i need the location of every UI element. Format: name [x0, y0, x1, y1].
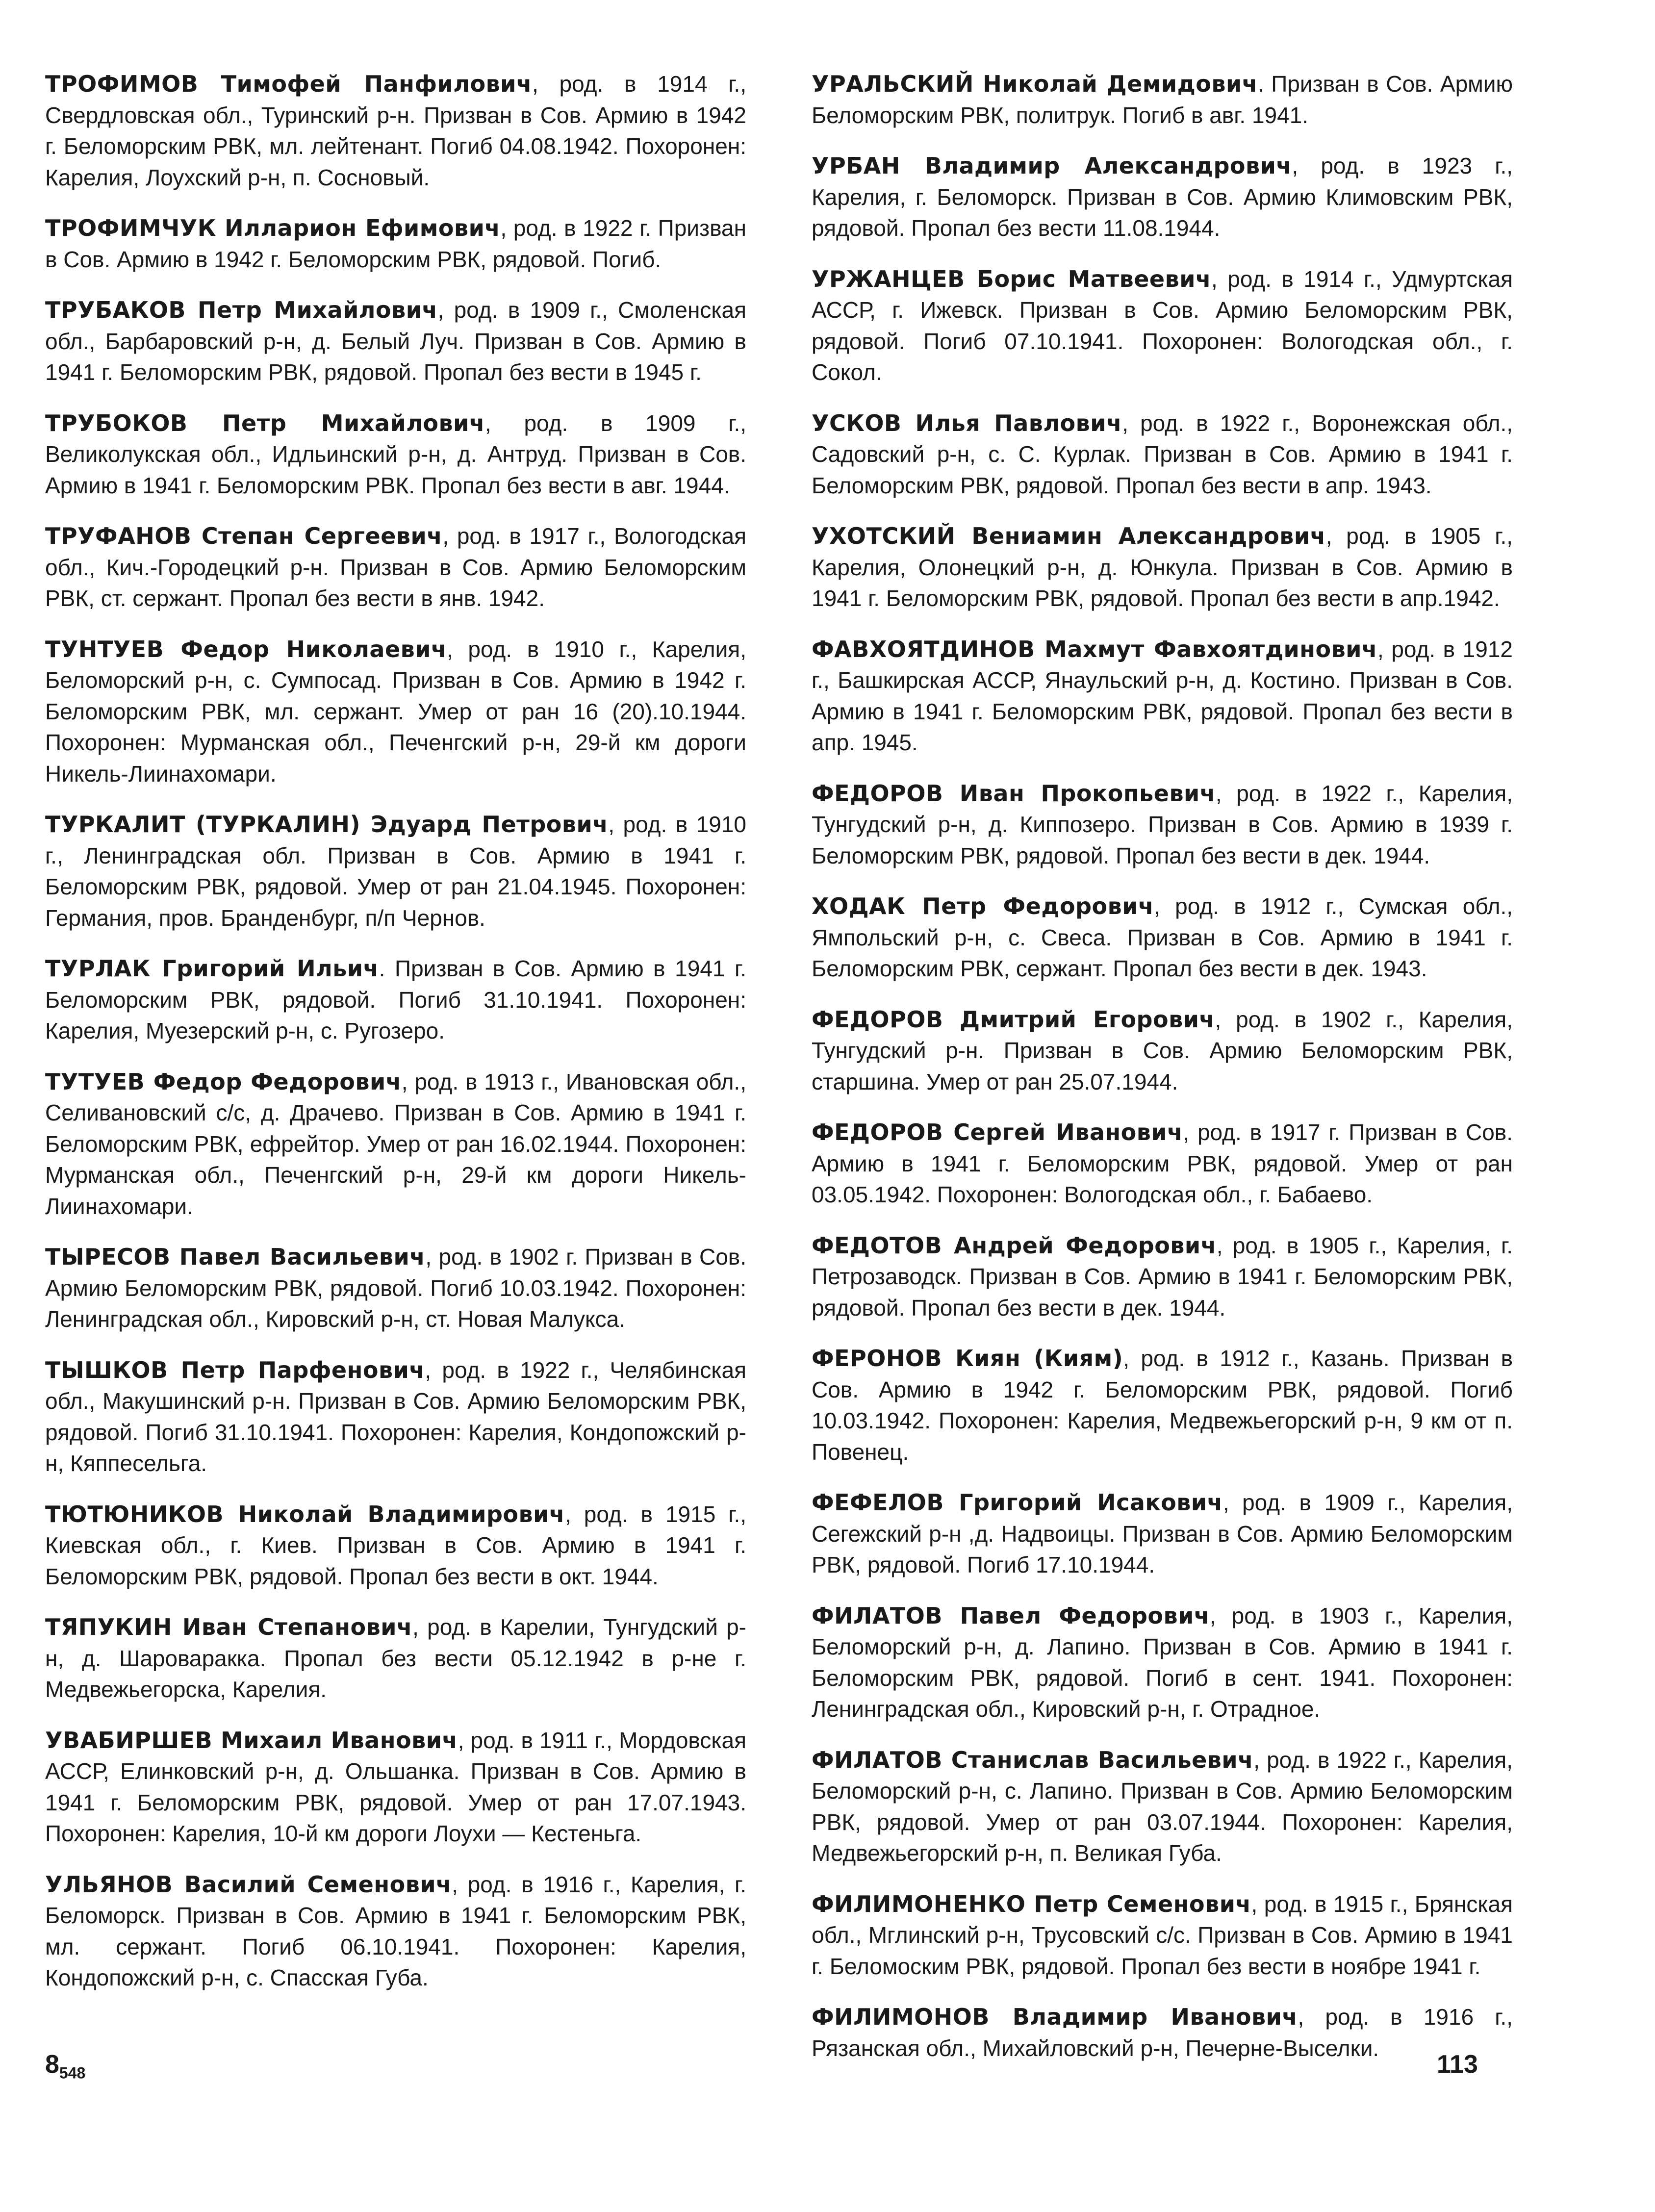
biography-entry [812, 151, 1513, 244]
entry-text: , род. в 1902 г. Призван в Сов. Армию Беломорским РВК, рядовой. Погиб 10.03.1942. Похоронен: Ленинградская обл., Кировский р-н, ст. Новая Малукса. [45, 1244, 747, 1332]
person-name: УРБАН Владимир Александрович [812, 153, 1292, 179]
person-name: ТРУФАНОВ Степан Сергеевич [45, 523, 443, 549]
entry-text: , род. в 1902 г., Карелия, Тунгудский р-н. Призван в Сов. Армию Беломорским РВК, старшина. Умер от ран 25.07.1944. [812, 1006, 1513, 1094]
biography-entry [45, 213, 746, 275]
person-name: УРЖАНЦЕВ Борис Матвеевич [812, 265, 1212, 292]
entry-text: , род. в 1916 г., Рязанская обл., Михайловский р-н, Печерне-Выселки. [812, 2004, 1513, 2061]
person-name: ТРУБАКОВ Петр Михайлович [45, 297, 438, 323]
entry-text: , род. в 1912 г., Башкирская АССР, Янаульский р-н, д. Костино. Призван в Сов. Армию в 1941 г. Беломорским РВК, рядовой. Пропал без вести в апр. 1945. [812, 636, 1513, 755]
person-name: ФИЛИМОНЕНКО Петр Семенович [812, 1890, 1251, 1917]
biography-entry [45, 408, 746, 502]
biography-entry [812, 1889, 1513, 1983]
biography-entry [45, 521, 746, 614]
person-name: УВАБИРШЕВ Михаил Иванович [45, 1727, 458, 1754]
biography-entry [812, 778, 1513, 872]
entry-text: , род. в 1922 г., Челябинская обл., Макушинский р-н. Призван в Сов. Армию Беломорским РВК, рядовой. Погиб 31.10.1941. Похоронен: Карелия, Кондопожский р-н, Кяппесельга. [45, 1357, 746, 1476]
entry-text: , род. в 1915 г., Киевская обл., г. Киев. Призван в Сов. Армию в 1941 г. Беломорским РВК, рядовой. Пропал без вести в окт. 1944. [45, 1501, 746, 1589]
person-name: УСКОВ Илья Павлович [812, 409, 1122, 436]
person-name: ТЮТЮНИКОВ Николай Владимирович [45, 1500, 565, 1527]
biography-entry [812, 1230, 1513, 1324]
signature-subscript: 548 [59, 2064, 86, 2082]
biography-entry [45, 1725, 746, 1850]
biography-entry [812, 1343, 1513, 1468]
entry-text: , род. в 1922 г., Воронежская обл., Садовский р-н, с. С. Курлак. Призван в Сов. Армию в 1941 г. Беломорским РВК, рядовой. Пропал без вести в апр. 1943. [812, 410, 1513, 498]
person-name: ФЕДОРОВ Иван Прокопьевич [812, 780, 1216, 807]
biography-entry [812, 2002, 1513, 2064]
person-name: ХОДАК Петр Федорович [812, 893, 1154, 919]
biography-entry [812, 521, 1513, 614]
entry-text: , род. в 1910 г., Карелия, Беломорский р-н, с. Сумпосад. Призван в Сов. Армию в 1942 г. Беломорским РВК, мл. сержант. Умер от ран 16 (20).10.1944. Похоронен: Мурманская обл., Печенгский р-н, 29-й км дороги Никель-Лиинахомари. [45, 636, 746, 787]
biography-entry [812, 69, 1513, 131]
entry-text: , род. в 1911 г., Мордовская АССР, Елинковский р-н, д. Ольшанка. Призван в Сов. Армию в 1941 г. Беломорским РВК, рядовой. Умер от ран 17.07.1943. Похоронен: Карелия, 10-й км дороги Лоухи — Кестеньга. [45, 1727, 746, 1846]
biography-entry [45, 1499, 746, 1593]
entry-text: , род. в 1909 г., Великолукская обл., Идльинский р-н, д. Антруд. Призван в Сов. Армию в 1941 г. Беломорским РВК. Пропал без вести в авг. 1944. [45, 410, 746, 498]
entry-text: , род. в 1912 г., Казань. Призван в Сов. Армию в 1942 г. Беломорским РВК, рядовой. Погиб 10.03.1942. Похоронен: Карелия, Медвежьегорский р-н, 9 км от п. Повенец. [812, 1346, 1513, 1465]
entry-text: , род. в 1905 г., Карелия, Олонецкий р-н, д. Юнкула. Призван в Сов. Армию в 1941 г. Беломорским РВК, рядовой. Пропал без вести в апр.1942. [812, 523, 1513, 611]
biography-entry [45, 1355, 746, 1479]
biography-entry [45, 809, 746, 934]
biography-entry [812, 264, 1513, 388]
biography-entry [45, 295, 746, 388]
entry-text: , род. в 1916 г., Карелия, г. Беломорск. Призван в Сов. Армию в 1941 г. Беломорским РВК, мл. сержант. Погиб 06.10.1941. Похоронен: Карелия, Кондопожский р-н, с. Спасская Губа. [45, 1871, 746, 1990]
biography-entry [812, 1004, 1513, 1098]
right-column [812, 69, 1513, 2084]
biography-entry [812, 634, 1513, 759]
biography-entry [45, 69, 746, 193]
person-name: ФИЛИМОНОВ Владимир Иванович [812, 2004, 1298, 2030]
person-name: УРАЛЬСКИЙ Николай Демидович [812, 71, 1258, 97]
person-name: ФАВХОЯТДИНОВ Махмут Фавхоятдинович [812, 636, 1378, 662]
biography-entry [45, 1242, 746, 1335]
left-column [45, 69, 746, 2013]
biography-entry [45, 1067, 746, 1222]
signature-number: 8 [45, 2050, 59, 2079]
person-name: УЛЬЯНОВ Василий Семенович [45, 1871, 452, 1898]
biography-entry [45, 1612, 746, 1705]
entry-text: , род. в 1922 г., Карелия, Беломорский р-н, с. Лапино. Призван в Сов. Армию Беломорским РВК, рядовой. Умер от ран 03.07.1944. Похоронен: Карелия, Медвежьегорский р-н, п. Великая Губа. [812, 1747, 1513, 1866]
biography-entry [45, 953, 746, 1047]
biography-entry [45, 634, 746, 790]
person-name: ФЕДОТОВ Андрей Федорович [812, 1232, 1217, 1259]
page-number: 113 [1437, 2050, 1478, 2079]
entry-text: , род. в 1922 г. Призван в Сов. Армию в 1942 г. Беломорским РВК, рядовой. Погиб. [45, 215, 746, 272]
person-name: ФИЛАТОВ Станислав Васильевич [812, 1746, 1254, 1773]
entry-text: , род. в 1905 г., Карелия, г. Петрозаводск. Призван в Сов. Армию в 1941 г. Беломорским РВК, рядовой. Пропал без вести в дек. 1944. [812, 1232, 1513, 1321]
printer-signature [45, 2050, 85, 2082]
entry-text: , род. в 1914 г., Удмуртская АССР, г. Ижевск. Призван в Сов. Армию Беломорским РВК, рядовой. Погиб 07.10.1941. Похоронен: Вологодская обл., г. Сокол. [812, 266, 1513, 385]
person-name: ТРОФИМЧУК Илларион Ефимович [45, 215, 501, 241]
entry-text: , род. в Карелии, Тунгудский р-н, д. Шароваракка. Пропал без вести 05.12.1942 в р-не г. Медвежьегорска, Карелия. [45, 1614, 746, 1702]
person-name: ТУТУЕВ Федор Федорович [45, 1068, 402, 1095]
person-name: ТРУБОКОВ Петр Михайлович [45, 409, 485, 436]
person-name: ТЫШКОВ Петр Парфенович [45, 1356, 425, 1383]
person-name: УХОТСКИЙ Вениамин Александрович [812, 523, 1326, 549]
entry-text: , род. в 1913 г., Ивановская обл., Селивановский с/с, д. Драчево. Призван в Сов. Армию в 1941 г. Беломорским РВК, ефрейтор. Умер от ран 16.02.1944. Похоронен: Мурманская обл., Печенгский р-н, 29-й км дороги Никель-Лиинахомари. [45, 1068, 746, 1219]
person-name: ФЕФЕЛОВ Григорий Исакович [812, 1489, 1223, 1516]
entry-text: , род. в 1912 г., Сумская обл., Ямпольский р-н, с. Свеса. Призван в Сов. Армию в 1941 г. Беломорским РВК, сержант. Пропал без вести в дек. 1943. [812, 893, 1513, 981]
person-name: ТЯПУКИН Иван Степанович [45, 1614, 413, 1640]
biography-entry [812, 1487, 1513, 1581]
person-name: ТРОФИМОВ Тимофей Панфилович [45, 71, 532, 97]
biography-entry [812, 1117, 1513, 1211]
biography-entry [812, 891, 1513, 985]
person-name: ФЕДОРОВ Дмитрий Егорович [812, 1006, 1215, 1033]
entry-text: . Призван в Сов. Армию Беломорским РВК, политрук. Погиб в авг. 1941. [812, 71, 1513, 128]
person-name: ТУРЛАК Григорий Ильич [45, 955, 379, 982]
entry-text: , род. в 1909 г., Карелия, Сегежский р-н ,д. Надвоицы. Призван в Сов. Армию Беломорским РВК, рядовой. Погиб 17.10.1944. [812, 1490, 1513, 1577]
entry-text: , род. в 1909 г., Смоленская обл., Барбаровский р-н, д. Белый Луч. Призван в Сов. Армию в 1941 г. Беломорским РВК, рядовой. Пропал без вести в 1945 г. [45, 297, 746, 385]
entry-text: , род. в 1917 г. Призван в Сов. Армию в 1941 г. Беломорским РВК, рядовой. Умер от ран 03.05.1942. Похоронен: Вологодская обл., г. Бабаево. [812, 1119, 1513, 1207]
entry-text: , род. в 1903 г., Карелия, Беломорский р-н, д. Лапино. Призван в Сов. Армию в 1941 г. Беломорским РВК, рядовой. Погиб в сент. 1941. Похоронен: Ленинградская обл., Кировский р-н, г. Отрадное. [812, 1602, 1513, 1722]
person-name: ФЕДОРОВ Сергей Иванович [812, 1119, 1183, 1145]
biography-entry [812, 1745, 1513, 1869]
biography-entry [812, 408, 1513, 502]
person-name: ТЫРЕСОВ Павел Васильевич [45, 1244, 426, 1270]
person-name: ФИЛАТОВ Павел Федорович [812, 1602, 1210, 1629]
entry-text: , род. в 1910 г., Ленинградская обл. Призван в Сов. Армию в 1941 г. Беломорским РВК, рядовой. Умер от ран 21.04.1945. Похоронен: Германия, пров. Бранденбург, п/п Чернов. [45, 812, 747, 931]
person-name: ТУРКАЛИТ (ТУРКАЛИН) Эдуард Петрович [45, 811, 609, 838]
entry-text: , род. в 1914 г., Свердловская обл., Туринский р-н. Призван в Сов. Армию в 1942 г. Беломорским РВК, мл. лейтенант. Погиб 04.08.1942. Похоронен: Карелия, Лоухский р-н, п. Сосновый. [45, 71, 747, 190]
person-name: ТУНТУЕВ Федор Николаевич [45, 636, 447, 662]
entry-text: , род. в 1915 г., Брянская обл., Мглинский р-н, Трусовский с/с. Призван в Сов. Армию в 1941 г. Беломоским РВК, рядовой. Пропал без вести в ноябре 1941 г. [812, 1891, 1513, 1979]
entry-text: , род. в 1922 г., Карелия, Тунгудский р-н, д. Киппозеро. Призван в Сов. Армию в 1939 г. Беломорским РВК, рядовой. Пропал без вести в дек. 1944. [812, 780, 1513, 868]
person-name: ФЕРОНОВ Киян (Киям) [812, 1345, 1123, 1372]
entry-text: , род. в 1923 г., Карелия, г. Беломорск. Призван в Сов. Армию Климовским РВК, рядовой. Пропал без вести 11.08.1944. [812, 153, 1513, 241]
biography-entry [45, 1869, 746, 1994]
entry-text: . Призван в Сов. Армию в 1941 г. Беломорским РВК, рядовой. Погиб 31.10.1941. Похоронен: Карелия, Муезерский р-н, с. Ругозеро. [45, 956, 746, 1043]
biography-entry [812, 1601, 1513, 1725]
entry-text: , род. в 1917 г., Вологодская обл., Кич.-Городецкий р-н. Призван в Сов. Армию Беломорским РВК, ст. сержант. Пропал без вести в янв. 1942. [45, 523, 746, 611]
